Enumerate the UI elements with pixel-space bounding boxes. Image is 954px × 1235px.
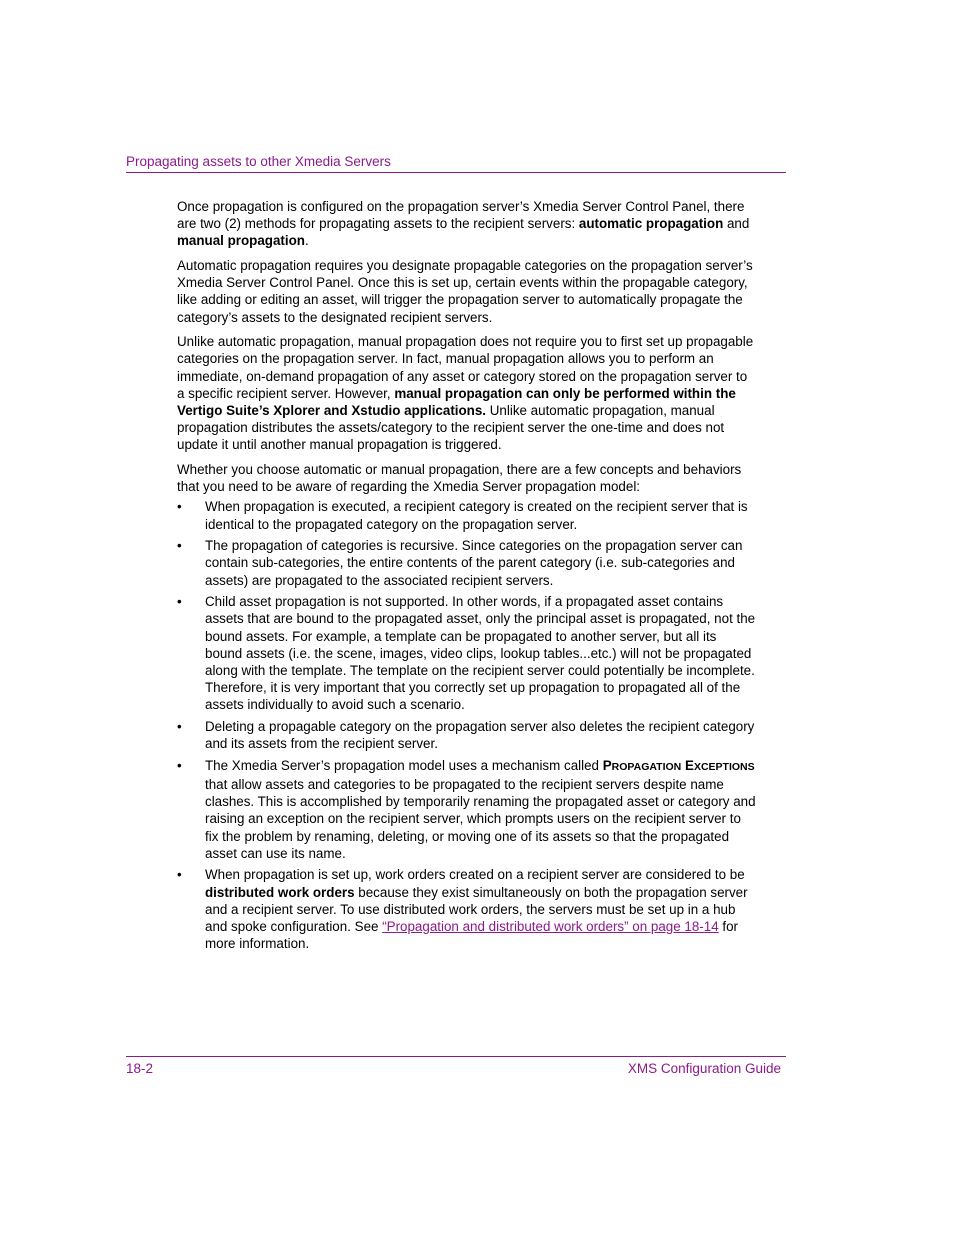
paragraph-intro xyxy=(177,198,757,250)
term-propagation-exceptions xyxy=(603,758,755,773)
text: Once propagation is configured on the propagation server’s Xmedia Server Control Panel, there are two (2) methods for propagating assets to the recipient servers: xyxy=(177,199,745,232)
bullet-icon: • xyxy=(177,594,182,610)
running-footer xyxy=(126,1056,786,1076)
bullet-icon: • xyxy=(177,867,182,883)
bullet-icon: • xyxy=(177,499,182,515)
list-item xyxy=(177,537,757,589)
manual-propagation-note: manual propagation can only be performed within the Vertigo Suite’s Xplorer and Xstudio applications. xyxy=(177,385,736,419)
page-content xyxy=(177,198,757,957)
list-item xyxy=(177,718,757,752)
paragraph-manual xyxy=(177,333,757,453)
small-caps-rest: ROPAGATION xyxy=(611,760,682,773)
bullet-icon: • xyxy=(177,538,182,554)
list-item-text: The propagation of categories is recursive. Since categories on the propagation server can contain sub-categories, the entire contents of the parent category (i.e. sub-categories and assets) are propagated to the associated recipient servers. xyxy=(205,538,743,588)
bullet-icon: • xyxy=(177,719,182,735)
list-item-text: When propagation is executed, a recipient category is created on the recipient server that is identical to the propagated category on the propagation server. xyxy=(205,499,748,532)
running-header xyxy=(126,154,786,173)
text: . xyxy=(304,233,309,249)
small-caps-initial: P xyxy=(602,757,612,773)
list-item xyxy=(177,593,757,713)
page-number: 18-2 xyxy=(126,1061,154,1076)
text: The Xmedia Server’s propagation model uses a mechanism called xyxy=(205,757,603,773)
header-title: Propagating assets to other Xmedia Servers xyxy=(126,154,391,169)
list-item xyxy=(177,866,757,952)
text: Unlike automatic propagation, manual propagation distributes the assets/category to the recipient server the one-time and does not update it until another manual propagation is triggered. xyxy=(177,403,725,453)
term-manual-propagation: manual propagation xyxy=(177,233,305,249)
paragraph-concepts: Whether you choose automatic or manual propagation, there are a few concepts and behaviors that you need to be aware of regarding the Xmedia Server propagation model: xyxy=(177,462,742,495)
concepts-list xyxy=(177,498,757,952)
guide-title: XMS Configuration Guide xyxy=(627,1061,781,1076)
text: that allow assets and categories to be propagated to the recipient servers despite name clashes. This is accomplished by temporarily renaming the propagated asset or category and raising an exception on the recipient server, which prompts users on the recipient server to fix the problem by renaming, deleting, or moving one of its assets so that the propagated asset can use its name. xyxy=(205,777,756,861)
bullet-icon: • xyxy=(177,757,182,773)
list-item-text: Child asset propagation is not supported. In other words, if a propagated asset contains assets that are bound to the propagated asset, only the principal asset is propagated, not the bound assets. For example, a template can be propagated to another server, but all its bound assets (i.e. the scene, images, video clips, lookup tables...etc.) will not be propagated along with the template. The template on the recipient server could potentially be incomplete. Therefore, it is very important that you correctly set up propagation to propagated all of the assets individually to avoid such a scenario. xyxy=(205,594,756,713)
list-item xyxy=(177,757,757,862)
cross-reference-link[interactable]: “Propagation and distributed work orders” on page 18-14 xyxy=(382,919,719,935)
text: for more information. xyxy=(205,919,739,952)
text: When propagation is set up, work orders created on a recipient server are considered to be xyxy=(205,867,745,883)
paragraph-automatic: Automatic propagation requires you designate propagable categories on the propagation server’s Xmedia Server Control Panel. Once this is set up, certain events within the propagable category, like adding or editing an asset, will trigger the propagation server to automatically propagate the category’s assets to the designated recipient servers. xyxy=(177,258,753,325)
term-automatic-propagation: automatic propagation xyxy=(578,216,724,232)
list-item-text: Deleting a propagable category on the propagation server also deletes the recipient category and its assets from the recipient server. xyxy=(205,719,755,752)
list-item xyxy=(177,498,757,532)
text: because they exist simultaneously on both the propagation server and a recipient server. To use distributed work orders, the servers must be set up in a hub and spoke configuration. See xyxy=(205,884,748,935)
term-distributed-work-orders: distributed work orders xyxy=(205,884,355,900)
text: Unlike automatic propagation, manual propagation does not require you to first set up propagable categories on the propagation server. In fact, manual propagation allows you to perform an immediate, on-demand propagation of any asset or category stored on the propagation server to a specific recipient server. However, xyxy=(177,334,754,401)
small-caps-initial: E xyxy=(685,757,694,773)
small-caps-rest: XCEPTIONS xyxy=(693,760,755,773)
text: and xyxy=(723,216,750,232)
